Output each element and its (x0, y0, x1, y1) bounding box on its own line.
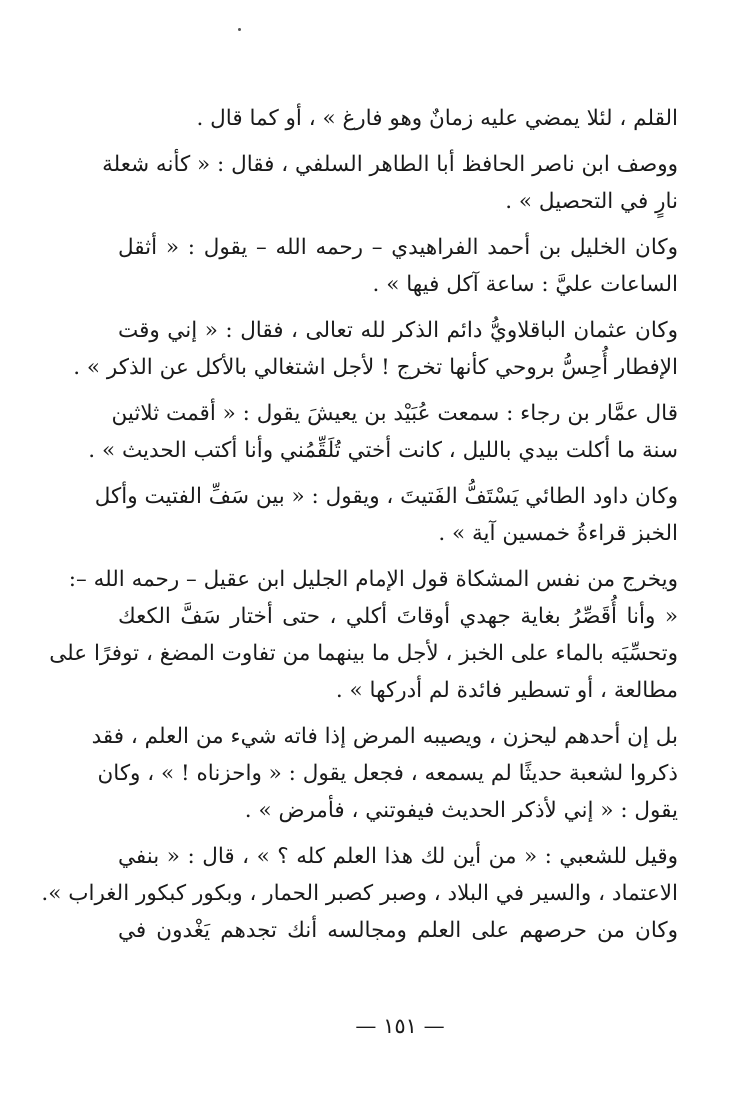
text-line: ذكروا لشعبة حديثًا لم يسمعه ، فجعل يقول : « واحزناه ! » ، وكان (97, 761, 678, 786)
text-line: يقول : « إني لأذكر الحديث فيفوتني ، فأمرض » . (244, 798, 678, 823)
text-line: وكان عثمان الباقلاويُّ دائم الذكر لله تعالى ، فقال : « إني وقت (118, 318, 678, 343)
text-line: الإفطار أُحِسُّ بروحي كأنها تخرج ! لأجل اشتغالي بالأكل عن الذكر » . (73, 355, 678, 380)
text-line: الخبز قراءةُ خمسين آية » . (438, 521, 678, 546)
text-line: الساعات عليَّ : ساعة آكل فيها » . (372, 272, 678, 297)
text-line: قال عمَّار بن رجاء : سمعت عُبَيْد بن يعيشَ يقول : « أقمت ثلاثين (111, 401, 678, 426)
paragraph-2 (102, 146, 678, 220)
text-line: وكان من حرصهم على العلم ومجالسه أنك تجدهم يَغْدون في (118, 918, 678, 943)
paragraph-3 (118, 229, 678, 303)
text-line: وتحسِّيَه بالماء على الخبز ، لأجل ما بينهما من تفاوت المضغ ، توفرًا على (49, 641, 678, 666)
page-number: — ١٥١ — (355, 1014, 445, 1038)
text-line: نارٍ في التحصيل » . (505, 189, 678, 214)
text-line: وكان داود الطائي يَسْتَفُّ الفَتيتَ ، ويقول : « بين سَفِّ الفتيت وأكل (94, 484, 678, 509)
text-line: وقيل للشعبي : « من أين لك هذا العلم كله ؟ » ، قال : « بنفي (118, 844, 678, 869)
paragraph-10 (118, 912, 678, 949)
text-line: وكان الخليل بن أحمد الفراهيدي – رحمه الله – يقول : « أثقل (118, 235, 678, 260)
text-line: الاعتماد ، والسير في البلاد ، وصبر كصبر الحمار ، وبكور كبكور الغراب ». (41, 881, 678, 906)
text-line: بل إن أحدهم ليحزن ، ويصيبه المرض إذا فاته شيء من العلم ، فقد (91, 724, 678, 749)
paragraph-6 (94, 478, 678, 552)
paragraph-7 (49, 561, 678, 709)
text-line: ووصف ابن ناصر الحافظ أبا الطاهر السلفي ، فقال : « كأنه شعلة (102, 152, 678, 177)
text-line: القلم ، لئلا يمضي عليه زمانٌ وهو فارغ » ، أو كما قال . (196, 106, 678, 131)
body-text (41, 100, 678, 949)
paragraph-9 (41, 838, 678, 912)
text-line: « وأنا أُقَصِّرُ بغاية جهدي أوقاتَ أكلي ، حتى أختار سَفَّ الكعك (118, 604, 678, 629)
text-line: مطالعة ، أو تسطير فائدة لم أدركها » . (335, 678, 678, 703)
text-line: ويخرج من نفس المشكاة قول الإمام الجليل ابن عقيل – رحمه الله –: (68, 567, 678, 592)
paragraph-5 (88, 395, 678, 469)
paragraph-1 (118, 100, 678, 137)
paragraph-8 (91, 718, 678, 829)
text-line: سنة ما أكلت بيدي بالليل ، كانت أختي تُلَقِّمُني وأنا أكتب الحديث » . (88, 438, 678, 463)
paragraph-4 (73, 312, 678, 386)
ink-dot (238, 28, 241, 31)
